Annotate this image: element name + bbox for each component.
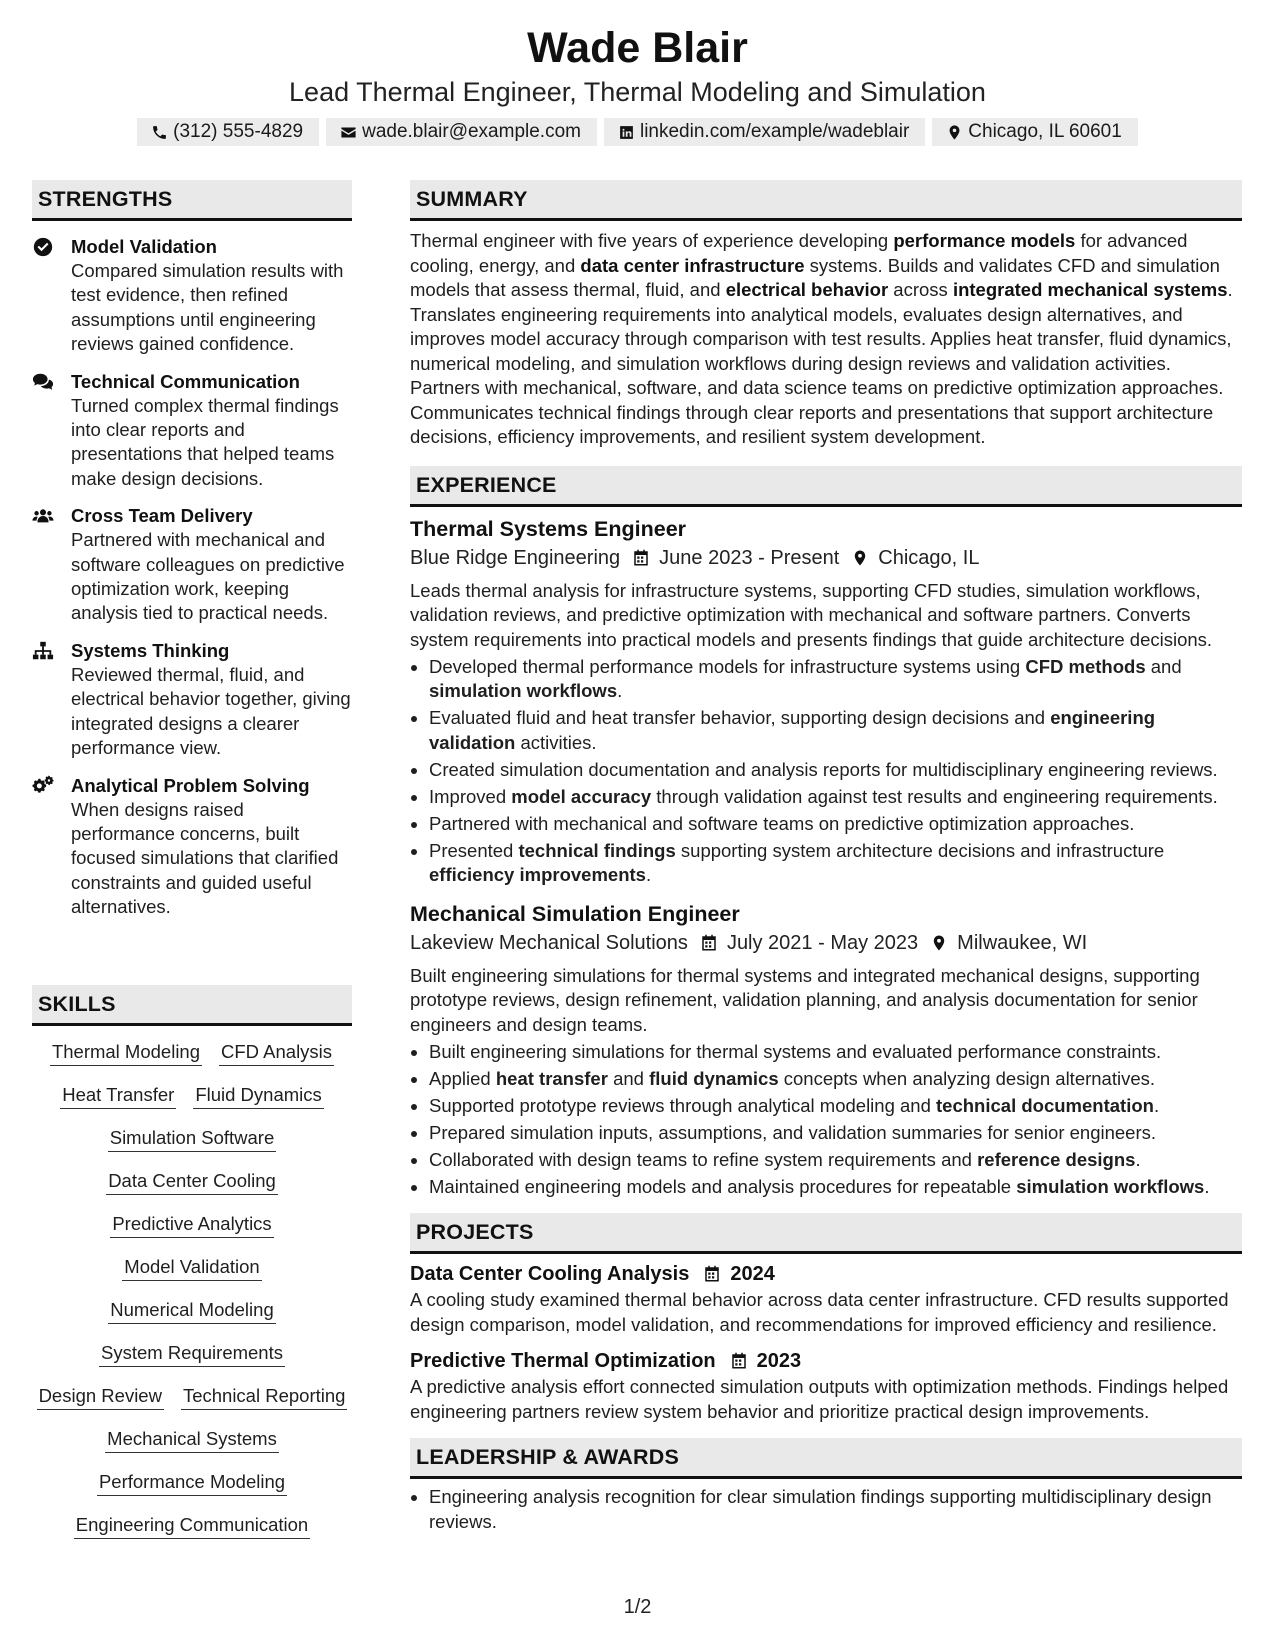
job-location: Milwaukee, WI [957,931,1088,954]
bullet-item: • Collaborated with design teams to refine system requirements and reference designs. [429,1148,1242,1173]
skills-heading: SKILLS [32,985,352,1026]
project-description: A cooling study examined thermal behavior across data center infrastructure. CFD results supported design comparison, model validation, and recommendations for improved efficiency and resilience. [410,1289,1229,1335]
contact-linkedin-text: linkedin.com/example/wadeblair [639,121,910,142]
page-number: 1/2 [623,1596,652,1618]
calendar-icon [700,934,718,952]
job-company: Blue Ridge Engineering [410,546,621,569]
bullet-item: • Built engineering simulations for thermal systems and evaluated performance constraints. [429,1040,1242,1065]
job-company: Lakeview Mechanical Solutions [410,931,688,954]
right-column [410,180,1242,1534]
project-title: Predictive Thermal Optimization [410,1350,716,1372]
candidate-title: Lead Thermal Engineer, Thermal Modeling and Simulation [289,77,986,107]
strength-title: Cross Team Delivery [71,505,253,527]
skill-tag: Heat Transfer [60,1083,176,1109]
job-entry [410,515,1242,888]
map-pin-icon [851,549,869,567]
job-entry [410,900,1242,1200]
strength-item [32,774,352,920]
project-year: 2023 [756,1350,802,1372]
skills-list [32,1040,352,1539]
leadership-item: • Engineering analysis recognition for clear simulation findings supporting multidisciplinary design reviews. [429,1485,1242,1534]
skills-section [32,985,352,1539]
job-description: Leads thermal analysis for infrastructure systems, supporting CFD studies, simulation workflows, validation reviews, and predictive optimization with mechanical and software partners. Converts system requirements into practical models and presents findings that guide architecture decisions. [410,579,1213,650]
skill-tag: CFD Analysis [219,1040,334,1066]
contact-email-text: wade.blair@example.com [362,121,581,142]
check-circle-icon [32,236,54,258]
strength-desc: Turned complex thermal findings into clear reports and presentations that helped teams make design decisions. [71,394,339,489]
strength-item [32,370,352,492]
job-bullets [410,655,1242,888]
calendar-icon [730,1352,748,1370]
bullet-item: • Maintained engineering models and analysis procedures for repeatable simulation workflows. [429,1175,1242,1200]
leadership-list [410,1485,1242,1534]
skill-tag: Performance Modeling [97,1470,287,1496]
strength-title: Systems Thinking [71,639,230,661]
resume-header [0,22,1275,146]
job-bullets [410,1040,1242,1200]
bullet-item: • Partnered with mechanical and software teams on predictive optimization approaches. [429,812,1242,837]
strength-title: Analytical Problem Solving [71,774,310,796]
skill-tag: Fluid Dynamics [193,1083,323,1109]
skill-tag: Thermal Modeling [50,1040,202,1066]
bullet-item: • Improved model accuracy through validation against test results and engineering requirements. [429,785,1242,810]
strengths-heading: STRENGTHS [32,180,352,221]
job-meta [410,543,1242,573]
project-entry [410,1347,1242,1424]
skill-tag: Data Center Cooling [106,1169,278,1195]
experience-heading: EXPERIENCE [410,466,1242,507]
bullet-item: • Supported prototype reviews through analytical modeling and technical documentation. [429,1094,1242,1119]
skill-tag: Predictive Analytics [110,1212,273,1238]
summary-heading: SUMMARY [410,180,1242,221]
strength-desc: Reviewed thermal, fluid, and electrical behavior together, giving integrated designs a clearer performance view. [71,663,351,759]
summary-text: Thermal engineer with five years of experience developing performance models for advanced cooling, energy, and data center infrastructure systems. Builds and validates CFD and simulation models that assess thermal, fluid, and electrical behavior across integrated mechanical systems. Translates engineering requirements into analytical models, evaluates design alternatives, and improves model accuracy through comparison with test results. Applies heat transfer, fluid dynamics, numerical modeling, and simulation workflows during design reviews and validation activities. Partners with mechanical, software, and data science teams on predictive optimization approaches. Communicates technical findings through clear reports and presentations that support architecture decisions, efficiency improvements, and resilient system development. [410,230,1233,447]
job-meta [410,928,1242,958]
contact-location-text: Chicago, IL 60601 [968,121,1122,142]
calendar-icon [632,549,650,567]
project-title: Data Center Cooling Analysis [410,1263,690,1285]
map-pin-icon [930,934,948,952]
comments-icon [32,371,54,393]
bullet-item: • Applied heat transfer and fluid dynamics concepts when analyzing design alternatives. [429,1067,1242,1092]
skill-tag: Numerical Modeling [108,1298,275,1324]
strengths-list [32,235,352,920]
contact-phone[interactable] [137,118,319,146]
strength-desc: Compared simulation results with test evidence, then refined assumptions until engineering reviews gained confidence. [71,260,344,355]
sitemap-icon [32,640,54,662]
job-location: Chicago, IL [878,546,980,569]
bullet-item: • Prepared simulation inputs, assumptions, and validation summaries for senior engineers. [429,1121,1242,1146]
bullet-item: • Created simulation documentation and analysis reports for multidisciplinary engineering reviews. [429,758,1242,783]
left-column [32,180,352,1535]
projects-heading: PROJECTS [410,1213,1242,1254]
strength-desc: When designs raised performance concerns, built focused simulations that clarified constraints and guided useful alternatives. [71,798,339,918]
leadership-heading: LEADERSHIP & AWARDS [410,1438,1242,1479]
bullet-item: • Developed thermal performance models for infrastructure systems using CFD methods and simulation workflows. [429,655,1242,704]
project-entry [410,1260,1242,1337]
job-dates: July 2021 - May 2023 [726,931,919,954]
phone-icon [151,124,168,141]
job-description: Built engineering simulations for thermal systems and integrated mechanical designs, supporting prototype reviews, design refinement, validation planning, and analysis documentation for senior engineers and design teams. [410,964,1200,1035]
skill-tag: Model Validation [122,1255,261,1281]
skill-tag: Engineering Communication [74,1513,310,1539]
strength-desc: Partnered with mechanical and software colleagues on predictive optimization work, keeping analysis tied to practical needs. [71,529,345,624]
strength-item [32,235,352,357]
strength-item [32,504,352,626]
strength-item [32,639,352,761]
users-icon [32,505,54,527]
skill-tag: Simulation Software [108,1126,277,1152]
bullet-item: • Evaluated fluid and heat transfer behavior, supporting design decisions and engineering validation activities. [429,706,1242,755]
bullet-item: • Presented technical findings supporting system architecture decisions and infrastructure efficiency improvements. [429,839,1242,888]
map-pin-icon [946,124,963,141]
calendar-icon [703,1265,721,1283]
job-title: Mechanical Simulation Engineer [410,901,740,926]
job-title: Thermal Systems Engineer [410,516,687,541]
candidate-name: Wade Blair [527,24,748,72]
contact-location [932,118,1138,146]
skill-tag: Mechanical Systems [105,1427,279,1453]
contact-linkedin[interactable] [604,118,925,146]
linkedin-icon [618,124,635,141]
skill-tag: System Requirements [99,1341,285,1367]
strength-title: Technical Communication [71,370,300,392]
strength-title: Model Validation [71,236,217,257]
contact-email[interactable] [326,118,597,146]
gears-icon [32,775,54,797]
skill-tag: Design Review [37,1384,164,1410]
job-dates: June 2023 - Present [659,546,840,569]
skill-tag: Technical Reporting [181,1384,347,1410]
project-description: A predictive analysis effort connected simulation outputs with optimization methods. Findings helped engineering partners review system behavior and prioritize practical design improvements. [410,1376,1229,1422]
project-year: 2024 [730,1263,775,1285]
contact-phone-text: (312) 555-4829 [173,121,304,142]
contact-bar [0,118,1275,146]
envelope-icon [340,124,357,141]
